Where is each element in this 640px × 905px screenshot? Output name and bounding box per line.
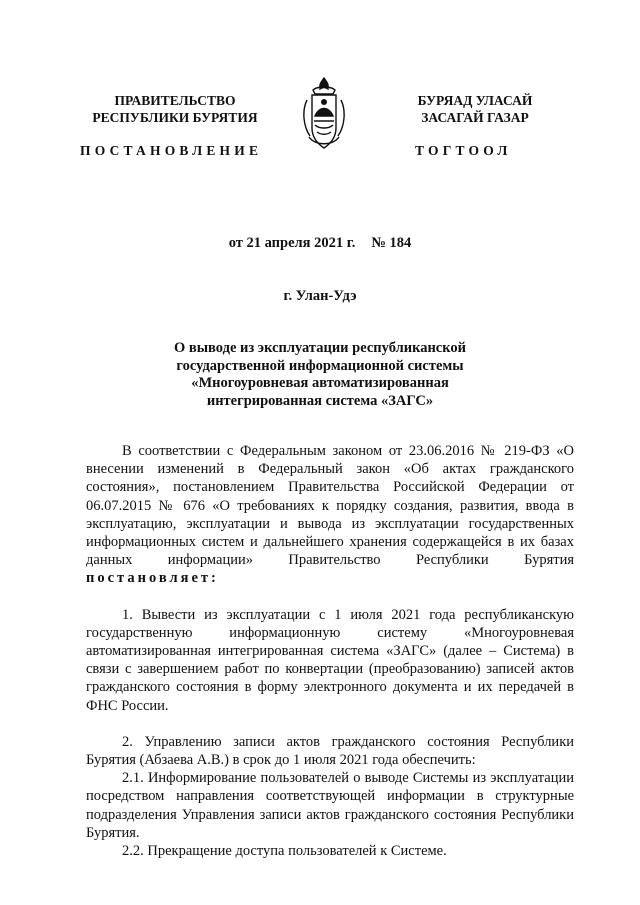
coat-of-arms-emblem (299, 76, 349, 152)
decree-body (86, 442, 574, 860)
issuer-left-line1: ПРАВИТЕЛЬСТВО (114, 93, 236, 108)
decree-word: постановляет: (86, 570, 219, 587)
issuer-left (60, 92, 290, 126)
item-2-1: 2.1. Информирование пользователей о выводе Системы из эксплуатации посредством направления соответствующей информации в структурные подразделения Управления записи актов гражданского состояния Республики Бурятия. (86, 770, 574, 841)
title-line2: государственной информационной системы (176, 357, 464, 374)
preamble-text: В соответствии с Федеральным законом от 23.06.2016 № 219-ФЗ «О внесении изменений в Федеральный закон «Об актах гражданского состояния», постановлением Правительства Российской Федерации от 06.07.2015 № 676 «О требованиях к порядку создания, развития, ввода в эксплуатацию, эксплуатации и вывода из эксплуатации государственных информационных систем и дальнейшего хранения содержащейся в их базах данных информации» Правительство Республики Бурятия (86, 443, 574, 569)
city: г. Улан-Удэ (283, 288, 357, 304)
decree-title (150, 340, 490, 410)
issuer-right (385, 92, 565, 126)
title-line4: интегрированная система «ЗАГС» (206, 392, 434, 409)
item-2-2: 2.2. Прекращение доступа пользователей к Системе. (122, 843, 447, 860)
date-line (0, 235, 640, 252)
title-line3: «Многоуровневая автоматизированная (191, 375, 449, 391)
preamble-paragraph (86, 442, 574, 588)
issuer-right-line1: БУРЯАД УЛАСАЙ (417, 93, 533, 108)
item-2: 2. Управлению записи актов гражданского состояния Республики Бурятия (Абзаева А.В.) в срок до 1 июля 2021 года обеспечить: (86, 733, 574, 769)
issuer-left-line2: РЕСПУБЛИКИ БУРЯТИЯ (92, 110, 258, 125)
issuer-right-line2: ЗАСАГАЙ ГАЗАР (421, 110, 529, 125)
decree-number: № 184 (371, 235, 412, 251)
doc-type-right: ТОГТООЛ (415, 143, 512, 158)
doc-type-left: ПОСТАНОВЛЕНИЕ (80, 143, 263, 158)
title-line1: О выводе из эксплуатации республиканской (173, 340, 467, 356)
decree-date: от 21 апреля 2021 г. (228, 235, 356, 251)
item-1: 1. Вывести из эксплуатации с 1 июля 2021 года республиканскую государственную информационную систему «Многоуровневая автоматизированная интегрированная система «ЗАГС» (далее – Система) в связи с завершением работ по конвертации (преобразованию) записей актов гражданского состояния в форму электронного документа и их передачей в ФНС России. (86, 606, 574, 714)
